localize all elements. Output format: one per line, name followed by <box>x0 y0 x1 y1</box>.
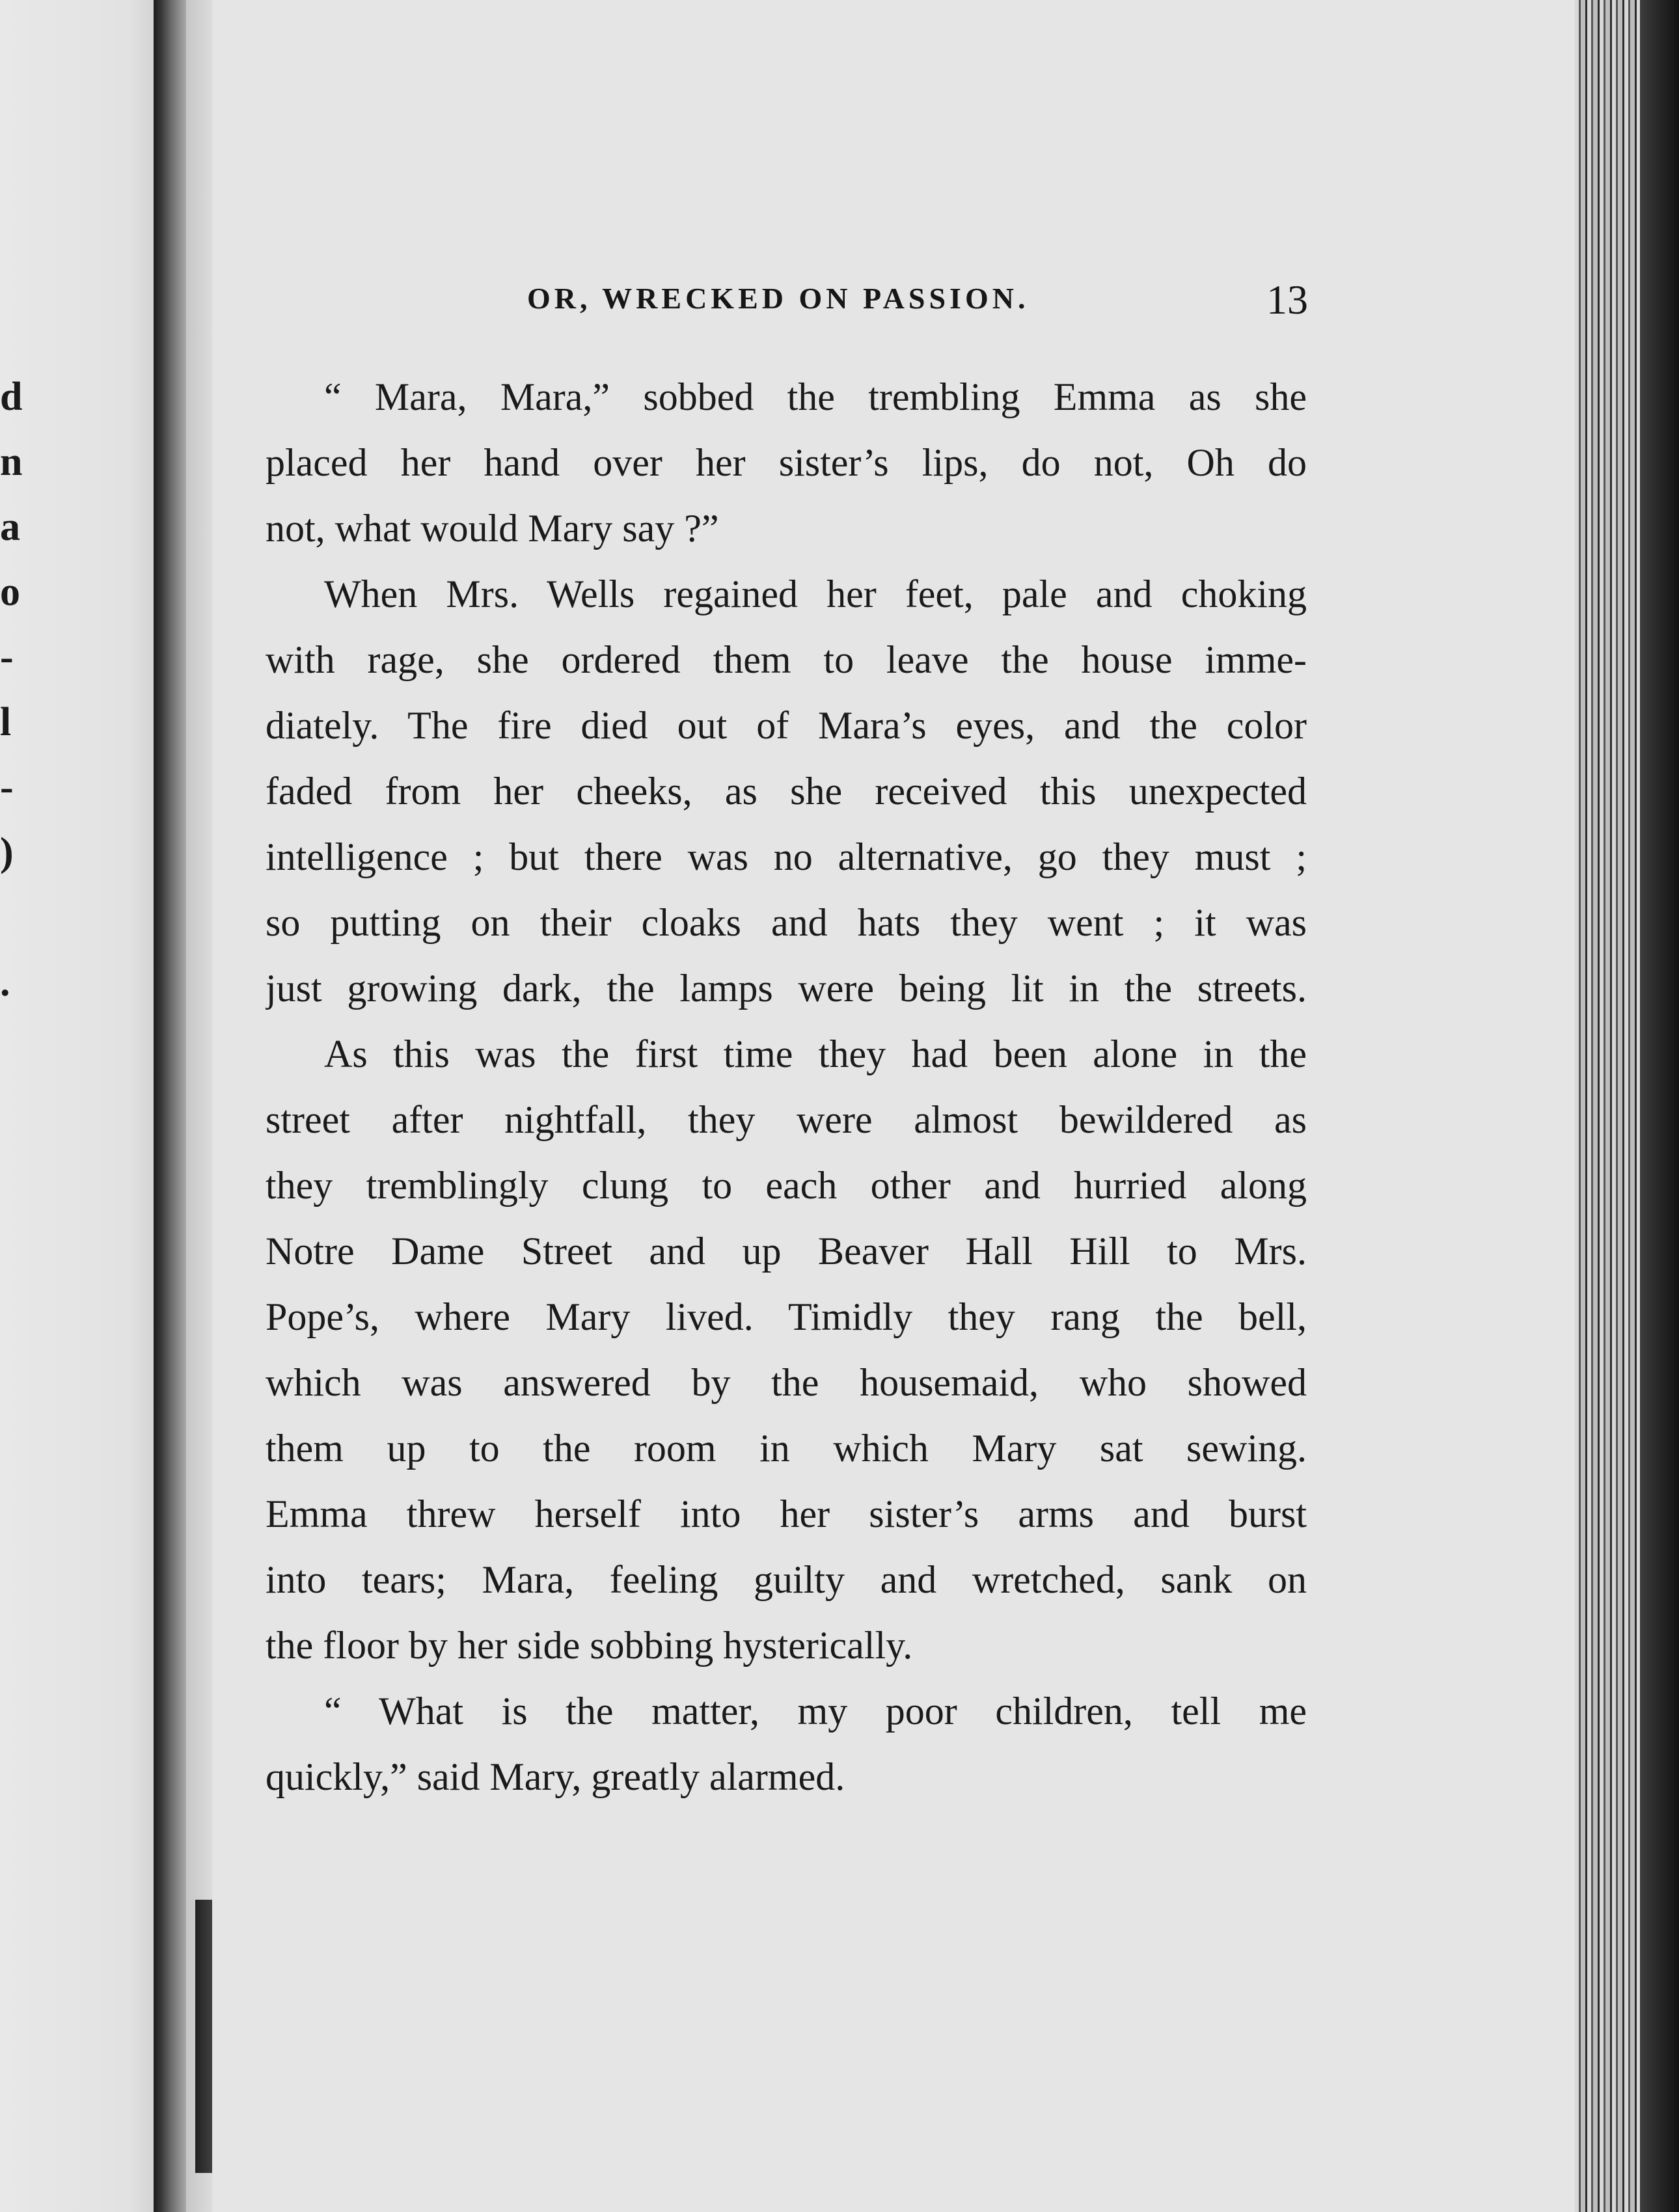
text-line: quickly,” said Mary, greatly alarmed. <box>266 1755 845 1798</box>
text-line: they tremblingly clung to each other and hurried along <box>266 1164 1307 1207</box>
line-ending: l <box>0 700 12 744</box>
line-ending <box>0 1015 39 1080</box>
text-line: “ Mara, Mara,” sobbed the trembling Emma as she <box>324 375 1307 418</box>
text-line: faded from her cheeks, as she received this unexpected <box>266 770 1307 813</box>
text-line: just growing dark, the lamps were being lit in the streets. <box>266 967 1307 1010</box>
text-line: “ What is the matter, my poor children, tell me <box>324 1690 1307 1733</box>
paragraph <box>266 561 1307 1021</box>
text-line: Notre Dame Street and up Beaver Hall Hill to Mrs. <box>266 1230 1307 1273</box>
text-line: As this was the first time they had been alone in the <box>324 1032 1307 1075</box>
paragraph <box>266 1679 1307 1810</box>
text-line: with rage, she ordered them to leave the house imme- <box>266 638 1307 681</box>
text-line: which was answered by the housemaid, who showed <box>266 1361 1307 1404</box>
text-line: the floor by her side sobbing hysterically. <box>266 1624 913 1667</box>
text-line: street after nightfall, they were almost bewildered as <box>266 1098 1307 1141</box>
paragraph <box>266 364 1307 561</box>
line-ending: . <box>0 960 10 1005</box>
text-line: diately. The fire died out of Mara’s eyes, and the color <box>266 704 1307 747</box>
text-line: placed her hand over her sister’s lips, do not, Oh do <box>266 441 1307 484</box>
line-ending: d <box>0 375 23 419</box>
previous-page-line-endings <box>0 364 39 1080</box>
body-text <box>266 364 1307 1810</box>
running-title: OR, WRECKED ON PASSION. <box>527 282 1030 315</box>
text-line: so putting on their cloaks and hats they went ; it was <box>266 901 1307 944</box>
line-ending: o <box>0 570 20 614</box>
text-line: intelligence ; but there was no alternative, go they must ; <box>266 835 1307 878</box>
text-line: them up to the room in which Mary sat sewing. <box>266 1427 1307 1470</box>
text-line: Emma threw herself into her sister’s arms and burst <box>266 1492 1307 1535</box>
line-ending: ) <box>0 830 14 874</box>
paragraph <box>266 1021 1307 1679</box>
text-line: not, what would Mary say ?” <box>266 507 719 550</box>
cover-edge <box>1640 0 1679 2212</box>
text-line: When Mrs. Wells regained her feet, pale and choking <box>324 573 1307 615</box>
line-ending <box>0 885 39 950</box>
line-ending: a <box>0 505 20 549</box>
line-ending: - <box>0 635 14 679</box>
line-ending: - <box>0 765 14 809</box>
page-number: 13 <box>1266 276 1308 323</box>
line-ending: n <box>0 440 23 484</box>
book-gutter <box>154 0 186 2212</box>
text-line: Pope’s, where Mary lived. Timidly they rang the bell, <box>266 1295 1307 1338</box>
previous-page-edge <box>0 0 161 2212</box>
text-line: into tears; Mara, feeling guilty and wretched, sank on <box>266 1558 1307 1601</box>
gutter-shadow <box>186 0 212 2212</box>
